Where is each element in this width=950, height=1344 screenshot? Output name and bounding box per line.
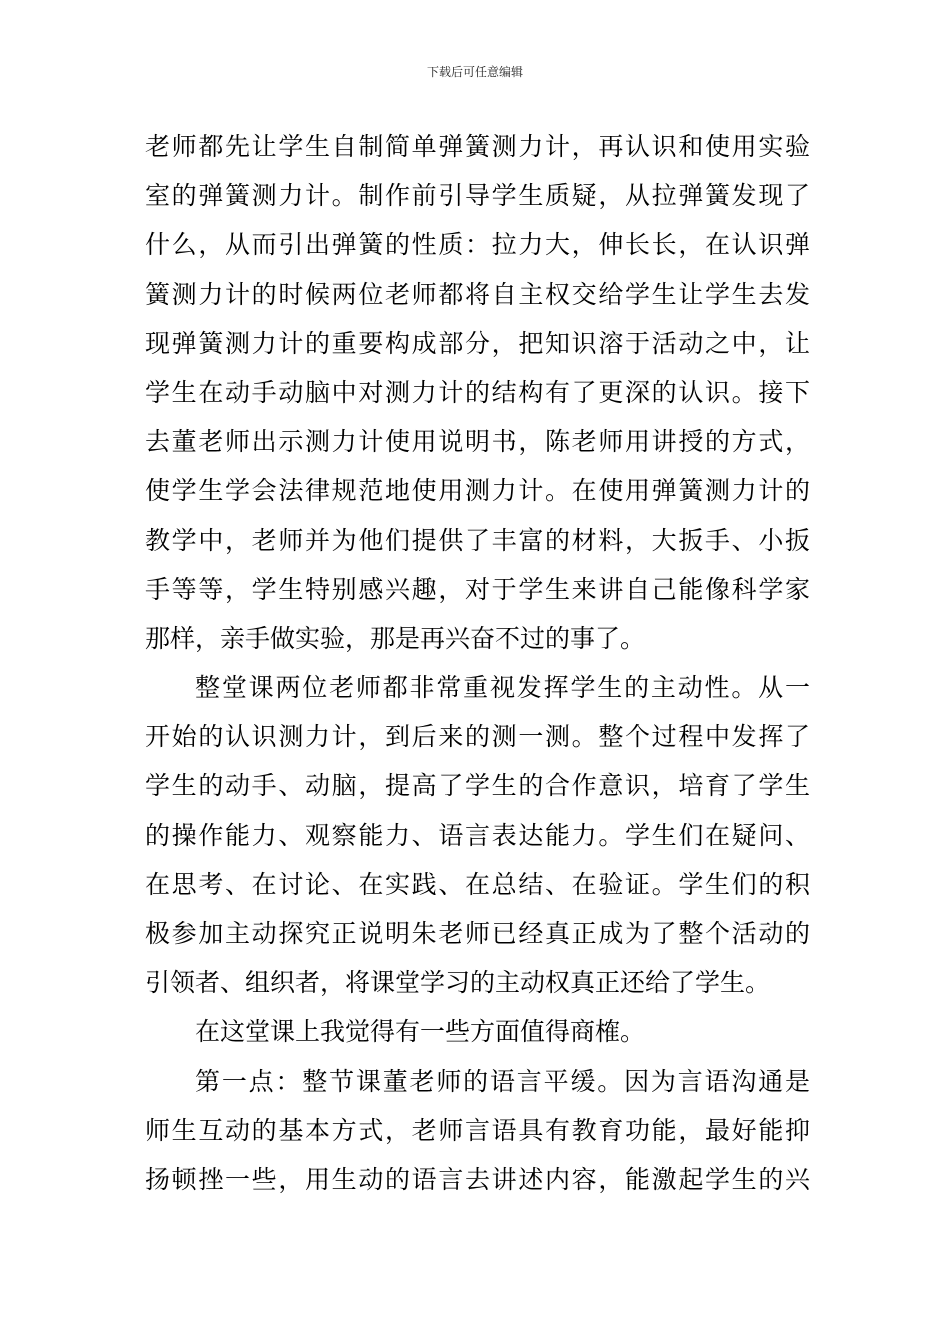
text-line: 开始的认识测力计，到后来的测一测。整个过程中发挥了 [145,722,810,752]
paragraph-first-line: 整堂课两位老师都非常重视发挥学生的主动性。从一 [195,673,810,703]
text-line: 在思考、在讨论、在实践、在总结、在验证。学生们的积 [145,869,810,899]
paragraph-first-line: 第一点：整节课董老师的语言平缓。因为言语沟通是 [195,1066,810,1096]
text-line: 那样，亲手做实验，那是再兴奋不过的事了。 [145,623,646,653]
text-line: 教学中，老师并为他们提供了丰富的材料，大扳手、小扳 [145,525,810,555]
text-line: 的操作能力、观察能力、语言表达能力。学生们在疑问、 [145,820,810,850]
paragraph-first-line: 在这堂课上我觉得有一些方面值得商榷。 [195,1017,646,1047]
text-line: 师生互动的基本方式，老师言语具有教育功能，最好能抑 [145,1115,810,1145]
text-line: 学生在动手动脑中对测力计的结构有了更深的认识。接下 [145,377,810,407]
text-line: 使学生学会法律规范地使用测力计。在使用弹簧测力计的 [145,476,810,506]
text-line: 学生的动手、动脑，提高了学生的合作意识，培育了学生 [145,771,810,801]
text-line: 极参加主动探究正说明朱老师已经真正成为了整个活动的 [145,919,810,948]
text-line: 什么，从而引出弹簧的性质：拉力大，伸长长，在认识弹 [145,230,810,260]
body-text [145,122,810,1204]
text-line: 现弹簧测力计的重要构成部分，把知识溶于活动之中，让 [145,328,810,358]
text-line: 引领者、组织者，将课堂学习的主动权真正还给了学生。 [145,968,771,998]
text-line: 手等等，学生特别感兴趣，对于学生来讲自己能像科学家 [145,574,810,604]
text-line: 老师都先让学生自制简单弹簧测力计，再认识和使用实验 [145,132,810,161]
text-line: 去董老师出示测力计使用说明书，陈老师用讲授的方式， [145,427,810,457]
page-header: 下载后可任意编辑 [426,65,523,79]
text-line: 室的弹簧测力计。制作前引导学生质疑，从拉弹簧发现了 [145,181,810,211]
text-line: 扬顿挫一些，用生动的语言去讲述内容，能激起学生的兴 [145,1164,810,1194]
text-line: 簧测力计的时候两位老师都将自主权交给学生让学生去发 [145,279,810,309]
